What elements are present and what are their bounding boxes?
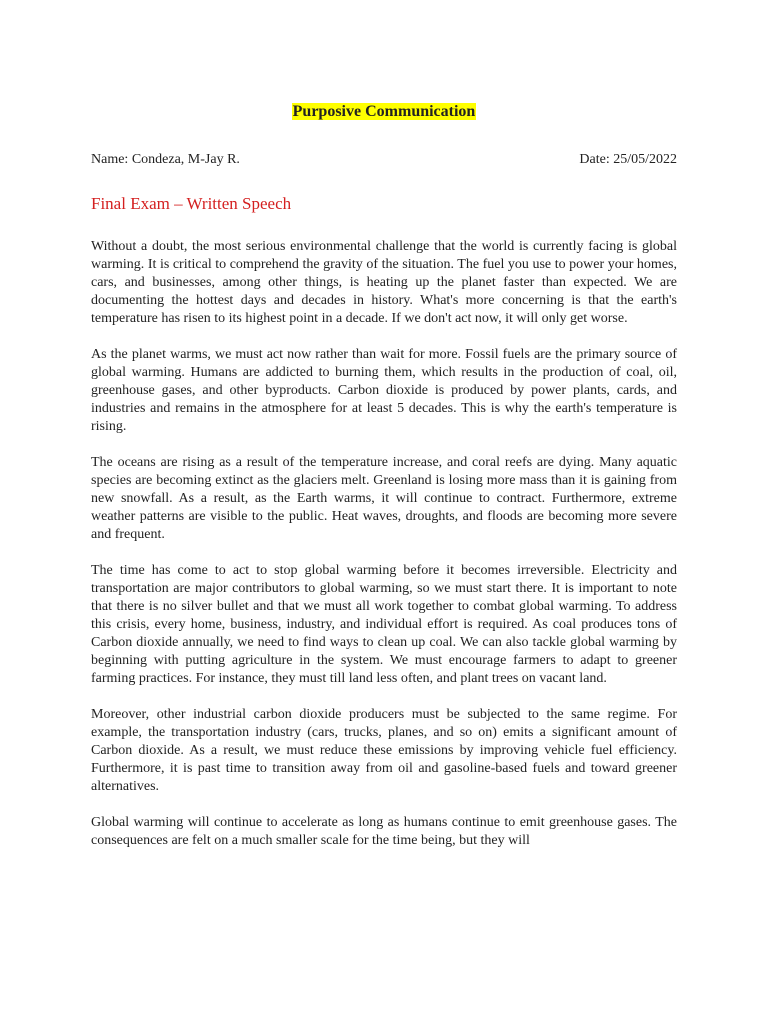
paragraph-6: Global warming will continue to accelerate as long as humans continue to emit greenhouse gases. The consequences are felt on a much smaller scale for the time being, but they will [91, 815, 677, 848]
paragraph-1: Without a doubt, the most serious environmental challenge that the world is currently facing is global warming. It is critical to comprehend the gravity of the situation. The fuel you use to power your homes, cars, and businesses, among other things, is heating up the planet faster than expected. We are documenting the hottest days and decades in history. What's more concerning is that the earth's temperature has risen to its highest point in a decade. If we don't act now, it will only get worse. [91, 239, 677, 326]
meta-row [91, 151, 677, 169]
paragraph-3: The oceans are rising as a result of the temperature increase, and coral reefs are dying. Many aquatic species are becoming extinct as the glaciers melt. Greenland is losing more mass than it is gaining from new snowfall. As a result, as the Earth warms, it will continue to contract. Furthermore, extreme weather patterns are visible to the public. Heat waves, droughts, and floods are becoming more severe and frequent. [91, 455, 677, 542]
speech-body [91, 238, 677, 868]
document-title [0, 101, 768, 123]
paragraph-4: The time has come to act to stop global warming before it becomes irreversible. Electricity and transportation are major contributors to global warming, so we must start there. It is important to note that there is no silver bullet and that we must all work together to combat global warming. To address this crisis, every home, business, industry, and individual effort is required. As coal produces tons of Carbon dioxide annually, we need to find ways to clean up coal. We can also tackle global warming by beginning with putting agriculture in the system. We must encourage farmers to adapt to greener farming practices. For instance, they must till land less often, and plant trees on vacant land. [91, 563, 677, 686]
section-heading: Final Exam – Written Speech [91, 194, 292, 213]
document-title-text: Purposive Communication [292, 103, 476, 120]
paragraph-2: As the planet warms, we must act now rather than wait for more. Fossil fuels are the primary source of global warming. Humans are addicted to burning them, which results in the production of coal, oil, greenhouse gases, and other byproducts. Carbon dioxide is produced by power plants, cards, and industries and remains in the atmosphere for at least 5 decades. This is why the earth's temperature is rising. [91, 347, 677, 434]
date-line: Date: 25/05/2022 [579, 152, 677, 167]
paragraph-5: Moreover, other industrial carbon dioxide producers must be subjected to the same regime. For example, the transportation industry (cars, trucks, planes, and so on) emits a significant amount of Carbon dioxide. As a result, we must reduce these emissions by improving vehicle fuel efficiency. Furthermore, it is past time to transition away from oil and gasoline-based fuels and toward greener alternatives. [91, 707, 677, 794]
name-line: Name: Condeza, M-Jay R. [91, 152, 240, 167]
